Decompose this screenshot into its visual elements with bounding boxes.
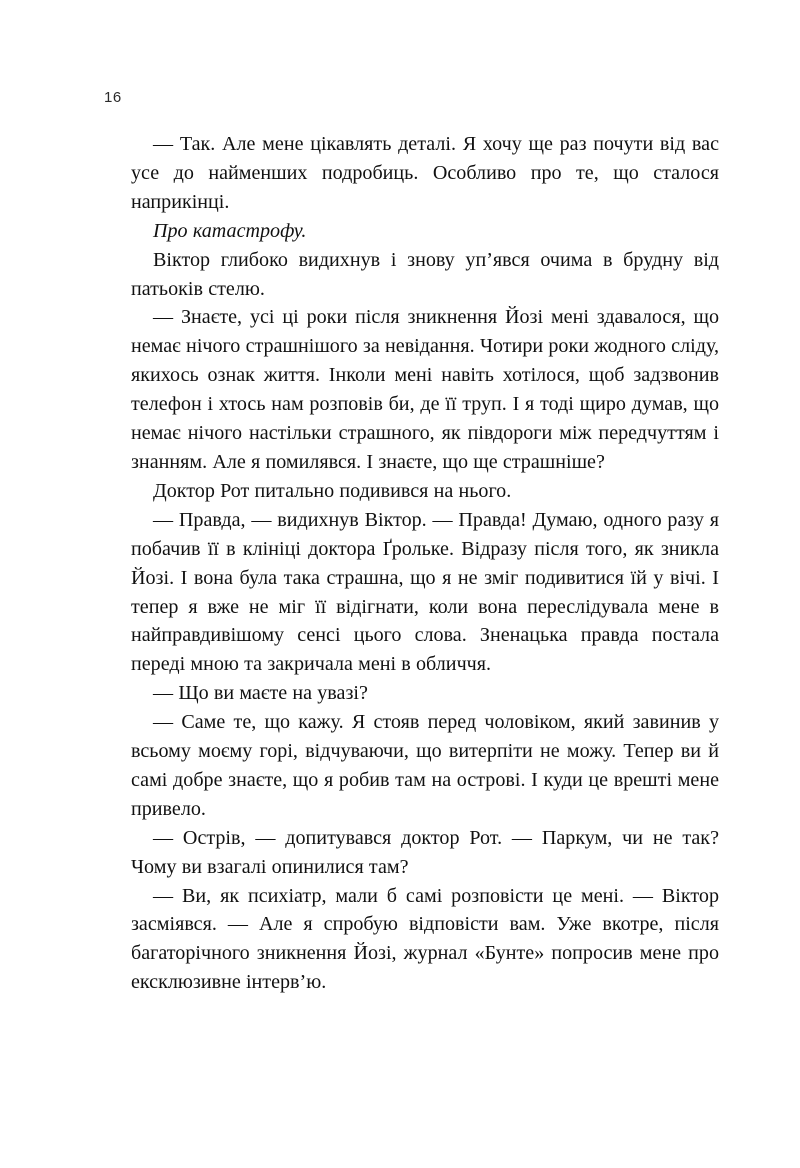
paragraph: — Острів, — допитувався доктор Рот. — Паркум, чи не так? Чому ви взагалі опинилися там? xyxy=(131,826,719,878)
paragraph-italic: Про катастрофу. xyxy=(153,219,307,242)
page-number: 16 xyxy=(104,89,122,106)
paragraph: Віктор глибоко видихнув і знову уп’явся очима в брудну від патьоків стелю. xyxy=(131,248,719,300)
paragraph: — Знаєте, усі ці роки після зникнення Йозі мені здавалося, що немає нічого страшнішого за невідання. Чотири роки жодного сліду, якихось ознак життя. Інколи мені навіть хотілося, щоб задзвонив телефон і хтось нам розповів би, де її труп. І я тоді щиро думав, що немає нічого настільки страшного, як півдороги між передчуттям і знанням. Але я помилявся. І знаєте, що ще страшніше? xyxy=(131,306,719,473)
paragraph: — Саме те, що кажу. Я стояв перед чоловіком, який завинив у всьому моєму горі, відчуваючи, що витерпіти не можу. Тепер ви й самі добре знаєте, що я робив там на острові. І куди це врешті мене привело. xyxy=(131,711,719,820)
paragraph: — Правда, — видихнув Віктор. — Правда! Думаю, одного разу я побачив її в клініці доктора Ґрольке. Відразу після того, як зникла Йозі. І вона була така страшна, що я не зміг подивитися їй у вічі. І тепер я вже не міг її відігнати, коли вона переслідувала мене в найправдивішому сенсі цього слова. Зненацька правда постала переді мною та закричала мені в обличчя. xyxy=(131,508,719,676)
paragraph: Доктор Рот питально подивився на нього. xyxy=(153,479,512,502)
body-text-column xyxy=(131,130,719,997)
paragraph: — Ви, як психіатр, мали б самі розповісти це мені. — Віктор засміявся. — Але я спробую відповісти вам. Уже вкотре, після багаторічного зникнення Йозі, журнал «Бунте» попросив мене про ексклюзивне інтерв’ю. xyxy=(131,884,719,994)
paragraph: — Що ви маєте на увазі? xyxy=(153,682,368,705)
paragraph: — Так. Але мене цікавлять деталі. Я хочу ще раз почути від вас усе до найменших подробиць. Особливо про те, що сталося наприкінці. xyxy=(131,133,719,213)
